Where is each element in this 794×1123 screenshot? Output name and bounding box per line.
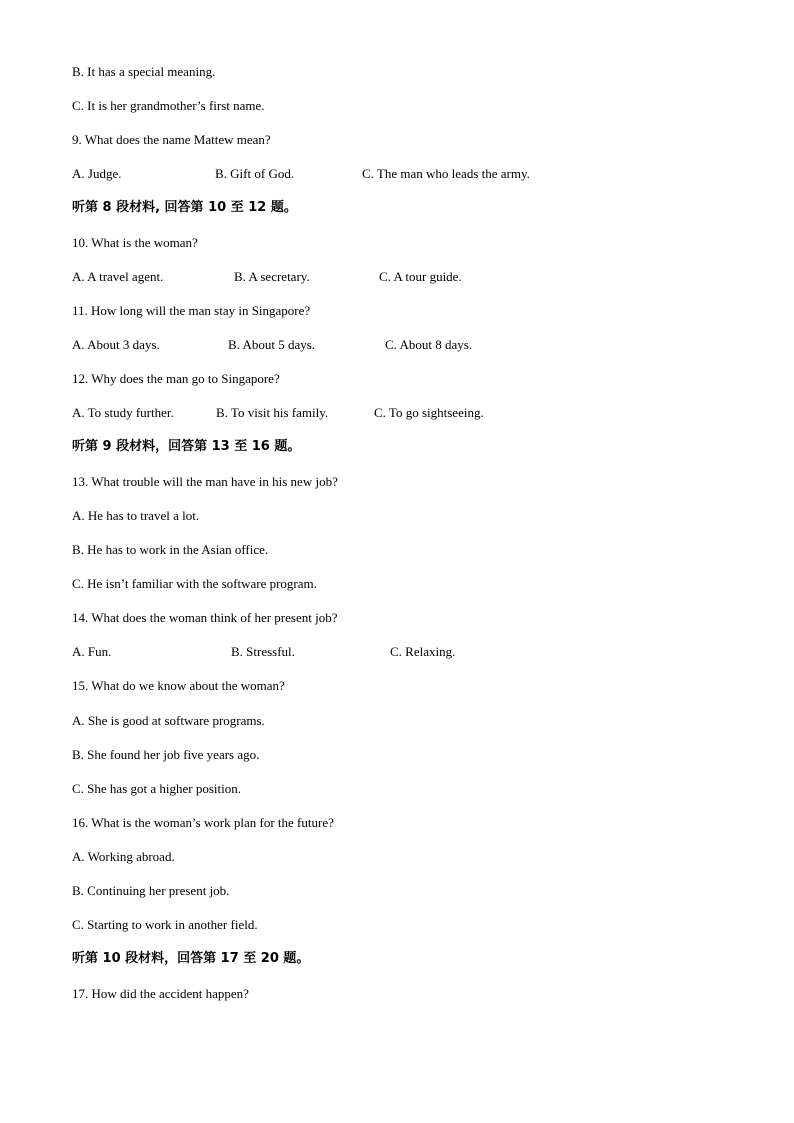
- q10-option-c: C. A tour guide.: [379, 269, 462, 284]
- q12-option-c: C. To go sightseeing.: [374, 405, 484, 420]
- q14-option-c: C. Relaxing.: [390, 644, 456, 659]
- question-9: 9. What does the name Mattew mean?: [72, 132, 271, 147]
- q14-option-b: B. Stressful.: [231, 644, 295, 659]
- q8-option-c: C. It is her grandmother’s first name.: [72, 98, 265, 113]
- q12-option-a: A. To study further.: [72, 405, 174, 420]
- q12-option-b: B. To visit his family.: [216, 405, 329, 420]
- q13-option-c: C. He isn’t familiar with the software program.: [72, 576, 317, 591]
- question-14: 14. What does the woman think of her present job?: [72, 610, 338, 625]
- q15-option-a: A. She is good at software programs.: [72, 713, 265, 728]
- q9-option-a: A. Judge.: [72, 166, 122, 181]
- q13-option-a: A. He has to travel a lot.: [72, 508, 200, 523]
- q15-option-b: B. She found her job five years ago.: [72, 747, 260, 762]
- q16-option-a: A. Working abroad.: [72, 849, 175, 864]
- q14-option-a: A. Fun.: [72, 644, 112, 659]
- q10-option-a: A. A travel agent.: [72, 269, 164, 284]
- q9-option-c: C. The man who leads the army.: [362, 166, 530, 181]
- q11-option-a: A. About 3 days.: [72, 337, 160, 352]
- q16-option-b: B. Continuing her present job.: [72, 883, 230, 898]
- question-13: 13. What trouble will the man have in his new job?: [72, 474, 338, 489]
- question-17: 17. How did the accident happen?: [72, 986, 249, 1001]
- section-heading-10: 听第 10 段材料，回答第 17 至 20 题。: [72, 951, 310, 966]
- q11-option-b: B. About 5 days.: [228, 337, 316, 352]
- q11-option-c: C. About 8 days.: [385, 337, 473, 352]
- section-heading-8: 听第 8 段材料, 回答第 10 至 12 题。: [72, 200, 297, 215]
- q15-option-c: C. She has got a higher position.: [72, 781, 241, 796]
- question-11: 11. How long will the man stay in Singapore?: [72, 303, 311, 318]
- q13-option-b: B. He has to work in the Asian office.: [72, 542, 269, 557]
- question-15: 15. What do we know about the woman?: [72, 678, 285, 693]
- q8-option-b: B. It has a special meaning.: [72, 64, 216, 79]
- section-heading-9: 听第 9 段材料，回答第 13 至 16 题。: [72, 439, 301, 454]
- question-12: 12. Why does the man go to Singapore?: [72, 371, 280, 386]
- q10-option-b: B. A secretary.: [234, 269, 310, 284]
- question-16: 16. What is the woman’s work plan for the future?: [72, 815, 334, 830]
- q9-option-b: B. Gift of God.: [215, 166, 295, 181]
- question-10: 10. What is the woman?: [72, 235, 198, 250]
- q16-option-c: C. Starting to work in another field.: [72, 917, 258, 932]
